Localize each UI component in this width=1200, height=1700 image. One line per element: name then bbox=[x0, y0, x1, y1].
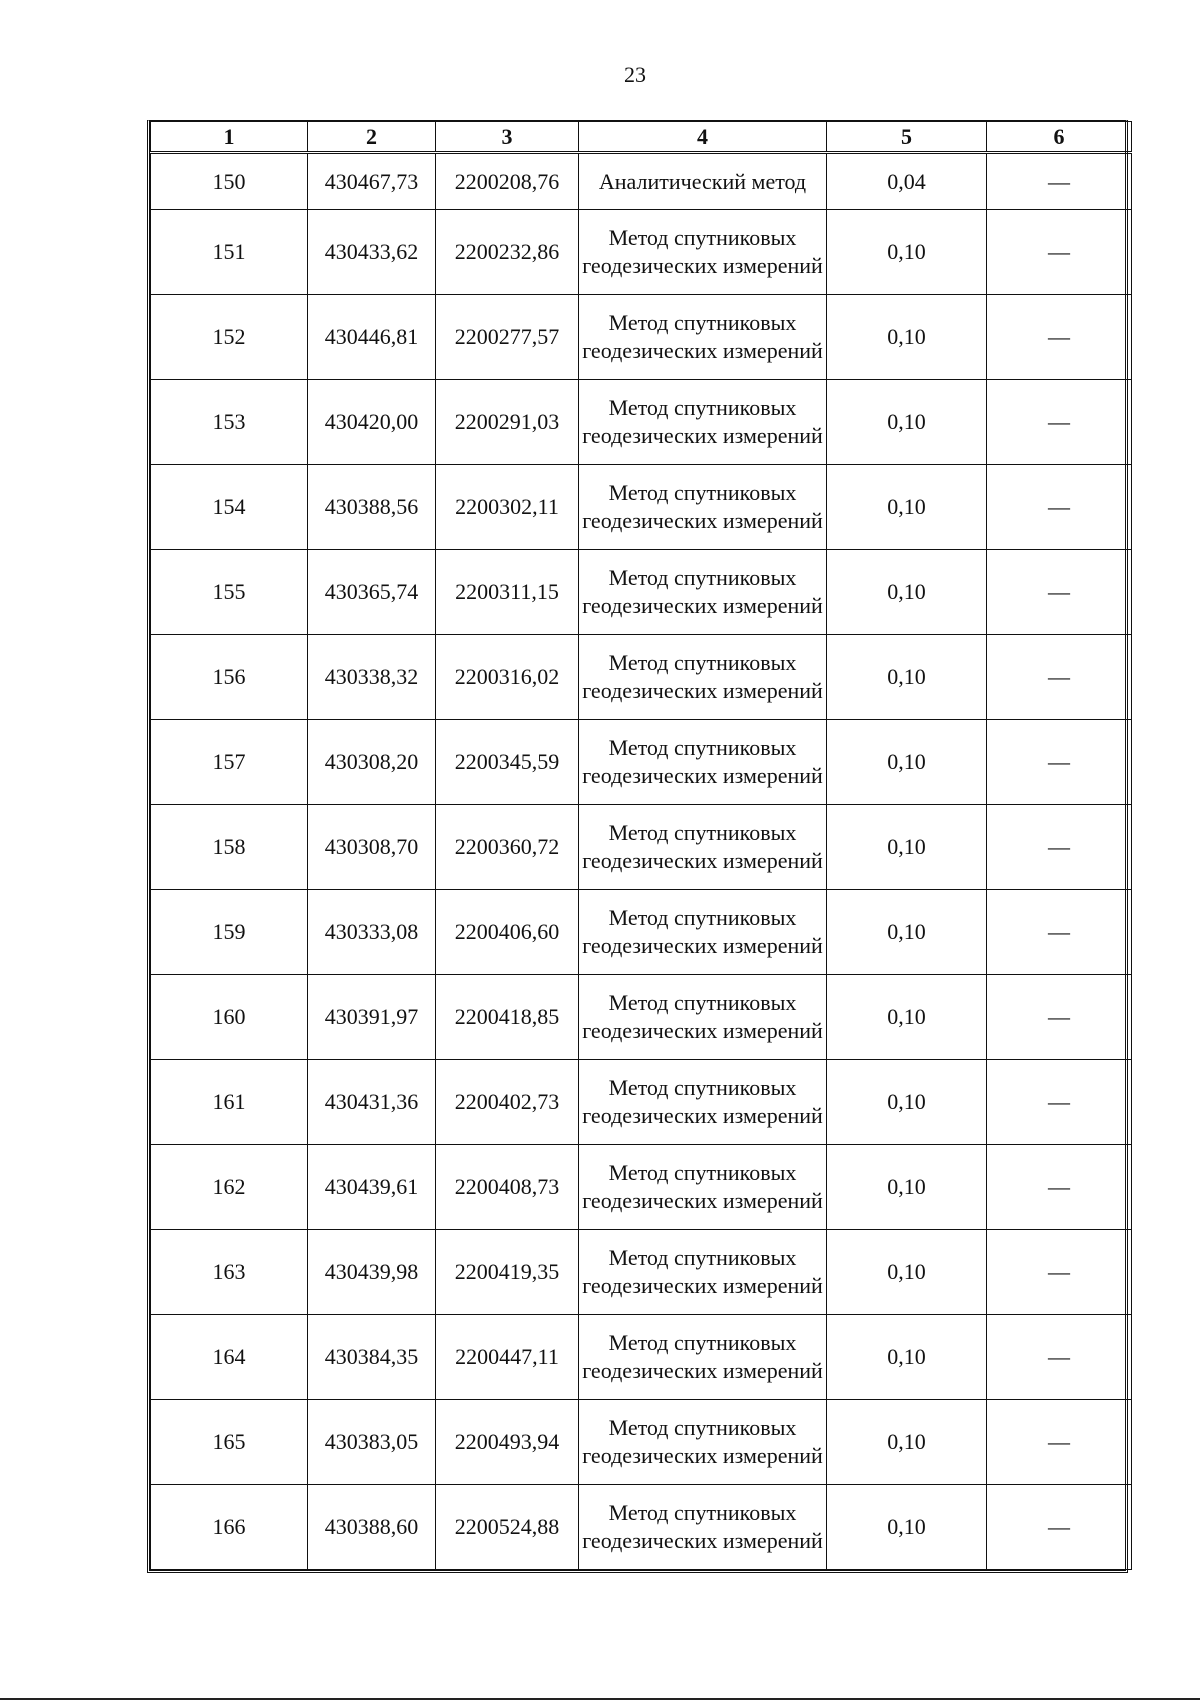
table-row bbox=[151, 1145, 1132, 1230]
precision-cell: 0,10 bbox=[827, 1400, 987, 1485]
table-body bbox=[151, 153, 1132, 1570]
y-coordinate-cell: 2200402,73 bbox=[436, 1060, 579, 1145]
precision-cell: 0,10 bbox=[827, 550, 987, 635]
method-cell: Метод спутниковых геодезических измерений bbox=[579, 210, 827, 295]
method-cell: Метод спутниковых геодезических измерений bbox=[579, 1060, 827, 1145]
precision-cell: 0,10 bbox=[827, 805, 987, 890]
y-coordinate-cell: 2200311,15 bbox=[436, 550, 579, 635]
y-coordinate-cell: 2200524,88 bbox=[436, 1485, 579, 1570]
point-number-cell: 164 bbox=[151, 1315, 308, 1400]
x-coordinate-cell: 430431,36 bbox=[308, 1060, 436, 1145]
y-coordinate-cell: 2200316,02 bbox=[436, 635, 579, 720]
note-cell: — bbox=[987, 975, 1132, 1060]
note-cell: — bbox=[987, 465, 1132, 550]
precision-cell: 0,10 bbox=[827, 1060, 987, 1145]
y-coordinate-cell: 2200302,11 bbox=[436, 465, 579, 550]
note-cell: — bbox=[987, 153, 1132, 210]
table-header-row bbox=[151, 122, 1132, 153]
table-row bbox=[151, 210, 1132, 295]
point-number-cell: 154 bbox=[151, 465, 308, 550]
x-coordinate-cell: 430439,61 bbox=[308, 1145, 436, 1230]
table-row bbox=[151, 550, 1132, 635]
note-cell: — bbox=[987, 380, 1132, 465]
point-number-cell: 158 bbox=[151, 805, 308, 890]
x-coordinate-cell: 430388,60 bbox=[308, 1485, 436, 1570]
y-coordinate-cell: 2200419,35 bbox=[436, 1230, 579, 1315]
coordinates-table bbox=[147, 120, 1128, 1573]
note-cell: — bbox=[987, 890, 1132, 975]
note-cell: — bbox=[987, 1060, 1132, 1145]
x-coordinate-cell: 430333,08 bbox=[308, 890, 436, 975]
method-cell: Метод спутниковых геодезических измерений bbox=[579, 1400, 827, 1485]
point-number-cell: 151 bbox=[151, 210, 308, 295]
table-row bbox=[151, 1400, 1132, 1485]
table-row bbox=[151, 1230, 1132, 1315]
method-cell: Метод спутниковых геодезических измерений bbox=[579, 1485, 827, 1570]
method-cell: Метод спутниковых геодезических измерений bbox=[579, 805, 827, 890]
table-row bbox=[151, 635, 1132, 720]
precision-cell: 0,10 bbox=[827, 210, 987, 295]
column-header-6: 6 bbox=[987, 122, 1132, 153]
note-cell: — bbox=[987, 295, 1132, 380]
precision-cell: 0,10 bbox=[827, 975, 987, 1060]
table-row bbox=[151, 1485, 1132, 1570]
note-cell: — bbox=[987, 1230, 1132, 1315]
x-coordinate-cell: 430338,32 bbox=[308, 635, 436, 720]
precision-cell: 0,10 bbox=[827, 1230, 987, 1315]
precision-cell: 0,10 bbox=[827, 295, 987, 380]
column-header-4: 4 bbox=[579, 122, 827, 153]
note-cell: — bbox=[987, 635, 1132, 720]
table-row bbox=[151, 720, 1132, 805]
x-coordinate-cell: 430308,20 bbox=[308, 720, 436, 805]
x-coordinate-cell: 430467,73 bbox=[308, 153, 436, 210]
y-coordinate-cell: 2200208,76 bbox=[436, 153, 579, 210]
point-number-cell: 166 bbox=[151, 1485, 308, 1570]
table-row bbox=[151, 380, 1132, 465]
page-number: 23 bbox=[624, 62, 646, 87]
point-number-cell: 160 bbox=[151, 975, 308, 1060]
precision-cell: 0,10 bbox=[827, 635, 987, 720]
method-cell: Метод спутниковых геодезических измерений bbox=[579, 1230, 827, 1315]
y-coordinate-cell: 2200406,60 bbox=[436, 890, 579, 975]
point-number-cell: 165 bbox=[151, 1400, 308, 1485]
x-coordinate-cell: 430388,56 bbox=[308, 465, 436, 550]
column-header-1: 1 bbox=[151, 122, 308, 153]
y-coordinate-cell: 2200291,03 bbox=[436, 380, 579, 465]
method-cell: Метод спутниковых геодезических измерений bbox=[579, 1315, 827, 1400]
note-cell: — bbox=[987, 550, 1132, 635]
note-cell: — bbox=[987, 1145, 1132, 1230]
y-coordinate-cell: 2200277,57 bbox=[436, 295, 579, 380]
x-coordinate-cell: 430384,35 bbox=[308, 1315, 436, 1400]
precision-cell: 0,10 bbox=[827, 1315, 987, 1400]
point-number-cell: 163 bbox=[151, 1230, 308, 1315]
table-row bbox=[151, 975, 1132, 1060]
method-cell: Метод спутниковых геодезических измерений bbox=[579, 635, 827, 720]
precision-cell: 0,04 bbox=[827, 153, 987, 210]
point-number-cell: 152 bbox=[151, 295, 308, 380]
point-number-cell: 161 bbox=[151, 1060, 308, 1145]
method-cell: Метод спутниковых геодезических измерений bbox=[579, 975, 827, 1060]
x-coordinate-cell: 430420,00 bbox=[308, 380, 436, 465]
precision-cell: 0,10 bbox=[827, 720, 987, 805]
x-coordinate-cell: 430308,70 bbox=[308, 805, 436, 890]
x-coordinate-cell: 430446,81 bbox=[308, 295, 436, 380]
method-cell: Метод спутниковых геодезических измерений bbox=[579, 550, 827, 635]
note-cell: — bbox=[987, 805, 1132, 890]
method-cell: Метод спутниковых геодезических измерений bbox=[579, 380, 827, 465]
table-row bbox=[151, 295, 1132, 380]
column-header-2: 2 bbox=[308, 122, 436, 153]
precision-cell: 0,10 bbox=[827, 380, 987, 465]
point-number-cell: 150 bbox=[151, 153, 308, 210]
point-number-cell: 162 bbox=[151, 1145, 308, 1230]
x-coordinate-cell: 430391,97 bbox=[308, 975, 436, 1060]
precision-cell: 0,10 bbox=[827, 890, 987, 975]
y-coordinate-cell: 2200493,94 bbox=[436, 1400, 579, 1485]
y-coordinate-cell: 2200360,72 bbox=[436, 805, 579, 890]
table-row bbox=[151, 890, 1132, 975]
x-coordinate-cell: 430439,98 bbox=[308, 1230, 436, 1315]
x-coordinate-cell: 430365,74 bbox=[308, 550, 436, 635]
method-cell: Метод спутниковых геодезических измерений bbox=[579, 295, 827, 380]
y-coordinate-cell: 2200345,59 bbox=[436, 720, 579, 805]
point-number-cell: 156 bbox=[151, 635, 308, 720]
precision-cell: 0,10 bbox=[827, 465, 987, 550]
point-number-cell: 153 bbox=[151, 380, 308, 465]
method-cell: Метод спутниковых геодезических измерений bbox=[579, 720, 827, 805]
point-number-cell: 155 bbox=[151, 550, 308, 635]
x-coordinate-cell: 430383,05 bbox=[308, 1400, 436, 1485]
note-cell: — bbox=[987, 1400, 1132, 1485]
method-cell: Метод спутниковых геодезических измерений bbox=[579, 465, 827, 550]
point-number-cell: 159 bbox=[151, 890, 308, 975]
table-row bbox=[151, 153, 1132, 210]
column-header-5: 5 bbox=[827, 122, 987, 153]
note-cell: — bbox=[987, 720, 1132, 805]
x-coordinate-cell: 430433,62 bbox=[308, 210, 436, 295]
note-cell: — bbox=[987, 1315, 1132, 1400]
method-cell: Метод спутниковых геодезических измерений bbox=[579, 1145, 827, 1230]
precision-cell: 0,10 bbox=[827, 1145, 987, 1230]
column-header-3: 3 bbox=[436, 122, 579, 153]
y-coordinate-cell: 2200447,11 bbox=[436, 1315, 579, 1400]
note-cell: — bbox=[987, 210, 1132, 295]
table-row bbox=[151, 1315, 1132, 1400]
table-row bbox=[151, 805, 1132, 890]
point-number-cell: 157 bbox=[151, 720, 308, 805]
y-coordinate-cell: 2200232,86 bbox=[436, 210, 579, 295]
table-row bbox=[151, 465, 1132, 550]
precision-cell: 0,10 bbox=[827, 1485, 987, 1570]
method-cell: Аналитический метод bbox=[579, 153, 827, 210]
method-cell: Метод спутниковых геодезических измерений bbox=[579, 890, 827, 975]
y-coordinate-cell: 2200408,73 bbox=[436, 1145, 579, 1230]
y-coordinate-cell: 2200418,85 bbox=[436, 975, 579, 1060]
table-row bbox=[151, 1060, 1132, 1145]
note-cell: — bbox=[987, 1485, 1132, 1570]
